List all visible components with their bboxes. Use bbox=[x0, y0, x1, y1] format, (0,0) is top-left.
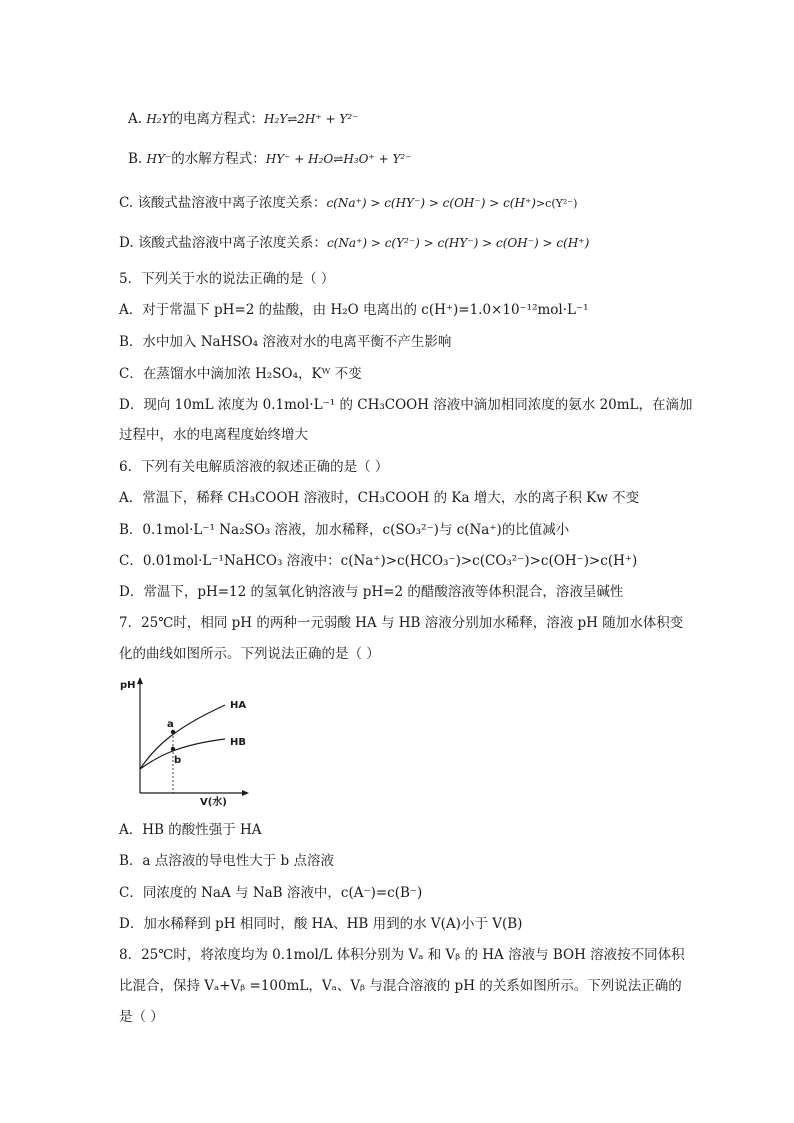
point-b-label: b bbox=[174, 755, 182, 766]
formula-subject: H₂Y bbox=[146, 112, 170, 126]
q7-option-c: C．同浓度的 NaA 与 NaB 溶液中，c(A⁻)=c(B⁻) bbox=[119, 885, 423, 901]
option-text: 该酸式盐溶液中离子浓度关系： bbox=[137, 235, 327, 251]
q6-option-d: D．常温下，pH=12 的氢氧化钠溶液与 pH=2 的醋酸溶液等体积混合，溶液呈碱性 bbox=[119, 584, 624, 600]
curve-hb-label: HB bbox=[230, 737, 246, 748]
y-axis-arrow bbox=[137, 677, 143, 684]
q5-option-d-line1: D．现向 10mL 浓度为 0.1mol·L⁻¹ 的 CH₃COOH 溶液中滴加相同浓度的氨水 20mL，在滴加 bbox=[119, 397, 693, 413]
q6-option-a: A．常温下，稀释 CH₃COOH 溶液时，CH₃COOH 的 Ka 增大，水的离子积 Kw 不变 bbox=[119, 490, 640, 506]
q4-option-a bbox=[128, 110, 358, 128]
curve-ha bbox=[140, 705, 225, 769]
equation: H₂Y⇌2H⁺ + Y²⁻ bbox=[264, 112, 359, 126]
q7-option-b: B．a 点溶液的导电性大于 b 点溶液 bbox=[119, 853, 334, 869]
option-label: D. bbox=[119, 235, 134, 251]
q6-option-b: B．0.1mol·L⁻¹ Na₂SO₃ 溶液，加水稀释，c(SO₃²⁻)与 c(Na⁺)的比值减小 bbox=[119, 522, 570, 538]
q8-stem-line1: 8．25℃时，将浓度均为 0.1mol/L 体积分别为 Vₐ 和 Vᵦ 的 HA 溶液与 BOH 溶液按不同体积 bbox=[119, 947, 685, 963]
q8-stem-line2: 比混合，保持 Vₐ+Vᵦ =100mL，Vₐ、Vᵦ 与混合溶液的 pH 的关系如图所示。下列说法正确的 bbox=[119, 978, 682, 994]
curve-ha-label: HA bbox=[230, 700, 247, 711]
y-axis-label: pH bbox=[120, 680, 136, 691]
q5-option-b: B．水中加入 NaHSO₄ 溶液对水的电离平衡不产生影响 bbox=[119, 334, 452, 350]
option-label: B. bbox=[128, 151, 143, 167]
formula-subject: HY⁻ bbox=[146, 152, 172, 166]
q5-option-d-line2: 过程中，水的电离程度始终增大 bbox=[119, 427, 308, 443]
q4-option-b bbox=[128, 150, 412, 168]
point-b bbox=[171, 747, 175, 751]
q4-option-c bbox=[119, 194, 577, 213]
q5-stem: 5．下列关于水的说法正确的是（ ） bbox=[119, 271, 335, 287]
option-text: 的电离方程式： bbox=[169, 111, 265, 127]
equation: HY⁻ + H₂O⇌H₃O⁺ + Y²⁻ bbox=[265, 152, 412, 166]
q7-stem-line2: 化的曲线如图所示。下列说法正确的是（ ） bbox=[119, 646, 380, 662]
point-a-label: a bbox=[167, 719, 174, 730]
option-label: A. bbox=[128, 111, 143, 127]
q6-stem: 6．下列有关电解质溶液的叙述正确的是（ ） bbox=[119, 459, 389, 475]
ph-dilution-graph bbox=[115, 675, 265, 810]
option-text: 的水解方程式： bbox=[171, 151, 266, 167]
curve-hb bbox=[140, 739, 225, 769]
x-axis-label: V(水) bbox=[200, 797, 227, 808]
q7-option-d: D．加水稀释到 pH 相同时，酸 HA、HB 用到的水 V(A)小于 V(B) bbox=[119, 916, 523, 932]
equation-tail: >c(Y²⁻) bbox=[535, 197, 578, 210]
option-text: 该酸式盐溶液中离子浓度关系： bbox=[137, 195, 327, 211]
q5-option-c: C．在蒸馏水中滴加浓 H₂SO₄，Kᵂ 不变 bbox=[119, 366, 362, 382]
option-label: C. bbox=[119, 195, 134, 211]
equation: c(Na⁺) > c(Y²⁻) > c(HY⁻) > c(OH⁻) > c(H⁺) bbox=[326, 236, 590, 250]
x-axis-arrow bbox=[242, 790, 249, 796]
q5-option-a: A．对于常温下 pH=2 的盐酸，由 H₂O 电离出的 c(H⁺)=1.0×10⁻¹²mol·L⁻¹ bbox=[119, 302, 589, 318]
q7-stem-line1: 7．25℃时，相同 pH 的两种一元弱酸 HA 与 HB 溶液分别加水稀释，溶液 pH 随加水体积变 bbox=[119, 615, 684, 631]
q4-option-d bbox=[119, 234, 589, 252]
q7-option-a: A．HB 的酸性强于 HA bbox=[119, 822, 262, 838]
point-a bbox=[171, 730, 175, 734]
q8-stem-line3: 是（ ） bbox=[119, 1009, 164, 1025]
equation: c(Na⁺) > c(HY⁻) > c(OH⁻) > c(H⁺) bbox=[326, 196, 536, 210]
q6-option-c: C．0.01mol·L⁻¹NaHCO₃ 溶液中：c(Na⁺)>c(HCO₃⁻)>c(CO₃²⁻)>c(OH⁻)>c(H⁺) bbox=[119, 553, 638, 569]
